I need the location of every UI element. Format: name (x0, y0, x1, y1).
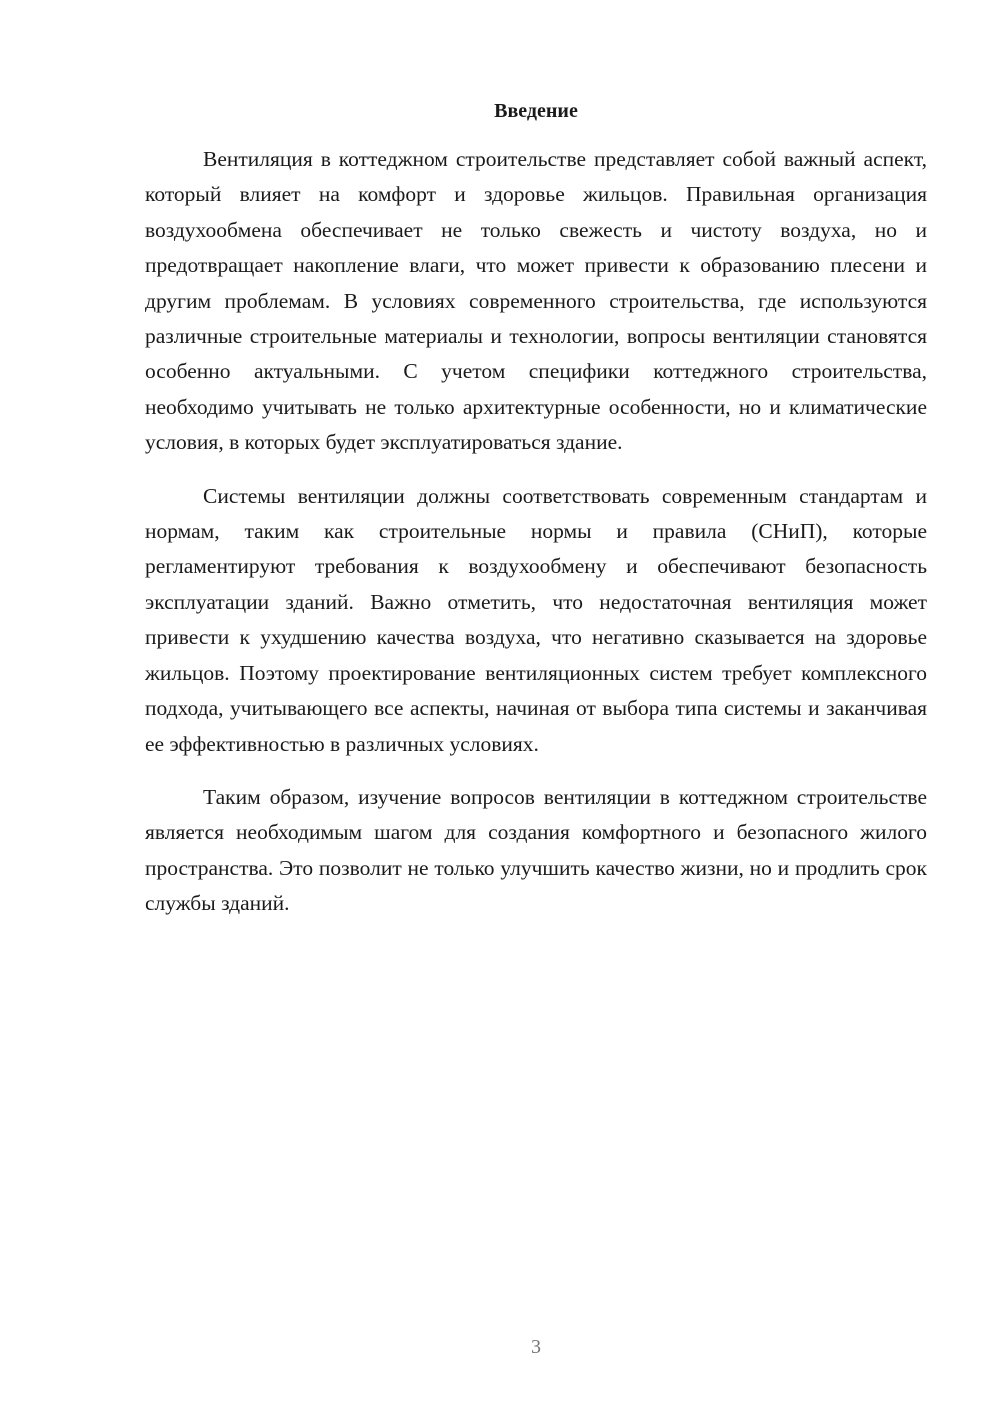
page-number: 3 (531, 1336, 541, 1358)
paragraph-2: Системы вентиляции должны соответствовать современным стандартам и нормам, таким как строительные нормы и правила (СНиП), которые регламентируют требования к воздухообмену и обеспечивают безопасность эксплуатации зданий. Важно отметить, что недостаточная вентиляция может привести к ухудшению качества воздуха, что негативно сказывается на здоровье жильцов. Поэтому проектирование вентиляционных систем требует комплексного подхода, учитывающего все аспекты, начиная от выбора типа системы и заканчивая ее эффективностью в различных условиях. (145, 483, 927, 756)
paragraph-3: Таким образом, изучение вопросов вентиляции в коттеджном строительстве является необходимым шагом для создания комфортного и безопасного жилого пространства. Это позволит не только улучшить качество жизни, но и продлить срок службы зданий. (145, 784, 927, 916)
paragraph-1: Вентиляция в коттеджном строительстве представляет собой важный аспект, который влияет на комфорт и здоровье жильцов. Правильная организация воздухообмена обеспечивает не только свежесть и чистоту воздуха, но и предотвращает накопление влаги, что может привести к образованию плесени и другим проблемам. В условиях современного строительства, где используются различные строительные материалы и технологии, вопросы вентиляции становятся особенно актуальными. С учетом специфики коттеджного строительства, необходимо учитывать не только архитектурные особенности, но и климатические условия, в которых будет эксплуатироваться здание. (145, 147, 927, 455)
body-text (145, 142, 927, 940)
section-heading: Введение (494, 100, 578, 122)
